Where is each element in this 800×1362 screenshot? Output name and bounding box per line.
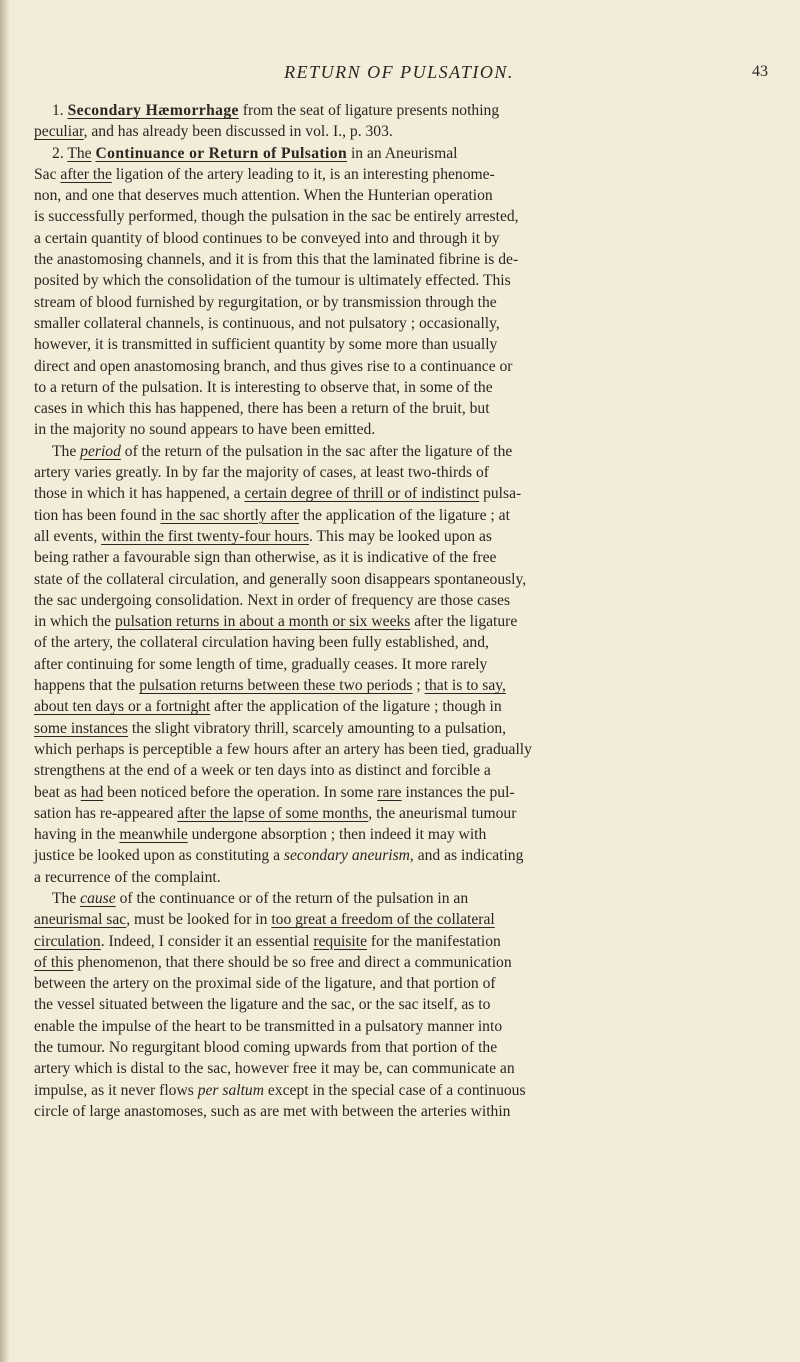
text-line: circle of large anastomoses, such as are met with between the arteries within — [34, 1102, 511, 1120]
text-line: state of the collateral circulation, and generally soon disappears spontaneously, — [34, 570, 527, 588]
text-line: 2. The Continuance or Return of Pulsation in an Aneurismal — [52, 144, 458, 162]
text-line: artery varies greatly. In by far the majority of cases, at least two-thirds of — [34, 464, 489, 482]
text-line: between the artery on the proximal side of the ligature, and that portion of — [34, 975, 496, 993]
text-line: strengthens at the end of a week or ten days into as distinct and forcible a — [34, 762, 491, 780]
text-line: to a return of the pulsation. It is interesting to observe that, in some of the — [34, 378, 493, 396]
page-number: 43 — [752, 63, 768, 80]
running-head — [0, 62, 800, 84]
text-line: artery which is distal to the sac, however free it may be, can communicate an — [34, 1060, 515, 1078]
text-line: a certain quantity of blood continues to be conveyed into and through it by — [34, 229, 500, 247]
text-line: after continuing for some length of time, gradually ceases. It more rarely — [34, 655, 488, 673]
text-line: of this phenomenon, that there should be so free and direct a communication — [34, 953, 512, 971]
body-text — [34, 100, 756, 1122]
text-line: The cause of the continuance or of the return of the pulsation in an — [52, 889, 469, 907]
text-line: direct and open anastomosing branch, and thus gives rise to a continuance or — [34, 357, 513, 375]
text-line: those in which it has happened, a certain degree of thrill or of indistinct pulsa- — [34, 485, 522, 503]
text-line: a recurrence of the complaint. — [34, 868, 221, 886]
text-line: having in the meanwhile undergone absorption ; then indeed it may with — [34, 826, 487, 844]
text-line: sation has re-appeared after the lapse of some months, the aneurismal tumour — [34, 804, 517, 822]
text-line: non, and one that deserves much attention. When the Hunterian operation — [34, 187, 493, 205]
text-line: justice be looked upon as constituting a secondary aneurism, and as indicating — [34, 847, 524, 865]
text-line: all events, within the first twenty-four hours. This may be looked upon as — [34, 527, 492, 545]
running-title: RETURN OF PULSATION. — [284, 62, 514, 82]
text-line: in which the pulsation returns in about a month or six weeks after the ligature — [34, 613, 518, 631]
text-line: Sac after the ligation of the artery leading to it, is an interesting phenome- — [34, 165, 495, 183]
text-line: The period of the return of the pulsation in the sac after the ligature of the — [52, 442, 513, 460]
text-line: which perhaps is perceptible a few hours after an artery has been tied, gradually — [34, 740, 532, 758]
text-line: stream of blood furnished by regurgitation, or by transmission through the — [34, 293, 497, 311]
text-line: circulation. Indeed, I consider it an essential requisite for the manifestation — [34, 932, 501, 950]
text-line: the vessel situated between the ligature and the sac, or the sac itself, as to — [34, 996, 491, 1014]
text-line: beat as had been noticed before the operation. In some rare instances the pul- — [34, 783, 515, 801]
text-line: being rather a favourable sign than otherwise, as it is indicative of the free — [34, 549, 497, 567]
text-line: cases in which this has happened, there has been a return of the bruit, but — [34, 400, 490, 418]
text-line: 1. Secondary Hæmorrhage from the seat of ligature presents nothing — [52, 102, 500, 119]
text-line: of the artery, the collateral circulation having been fully established, and, — [34, 634, 489, 652]
text-line: in the majority no sound appears to have been emitted. — [34, 421, 376, 439]
text-line: about ten days or a fortnight after the application of the ligature ; though in — [34, 698, 502, 716]
text-line: aneurismal sac, must be looked for in too great a freedom of the collateral — [34, 911, 495, 929]
text-line: posited by which the consolidation of the tumour is ultimately effected. This — [34, 272, 511, 290]
text-line: tion has been found in the sac shortly after the application of the ligature ; at — [34, 506, 510, 524]
text-line: is successfully performed, though the pulsation in the sac be entirely arrested, — [34, 208, 519, 226]
text-line: the tumour. No regurgitant blood coming upwards from that portion of the — [34, 1039, 498, 1057]
text-line: the anastomosing channels, and it is from this that the laminated fibrine is de- — [34, 251, 519, 269]
text-line: however, it is transmitted in sufficient quantity by some more than usually — [34, 336, 498, 354]
text-line: enable the impulse of the heart to be transmitted in a pulsatory manner into — [34, 1017, 503, 1035]
text-line: happens that the pulsation returns between these two periods ; that is to say, — [34, 677, 506, 695]
text-line: the sac undergoing consolidation. Next in order of frequency are those cases — [34, 591, 511, 609]
binding-gutter-shadow — [0, 0, 10, 1362]
text-line: smaller collateral channels, is continuous, and not pulsatory ; occasionally, — [34, 314, 500, 332]
text-line: some instances the slight vibratory thrill, scarcely amounting to a pulsation, — [34, 719, 507, 737]
text-line: peculiar, and has already been discussed in vol. I., p. 303. — [34, 123, 393, 141]
text-line: impulse, as it never flows per saltum except in the special case of a continuous — [34, 1081, 526, 1099]
